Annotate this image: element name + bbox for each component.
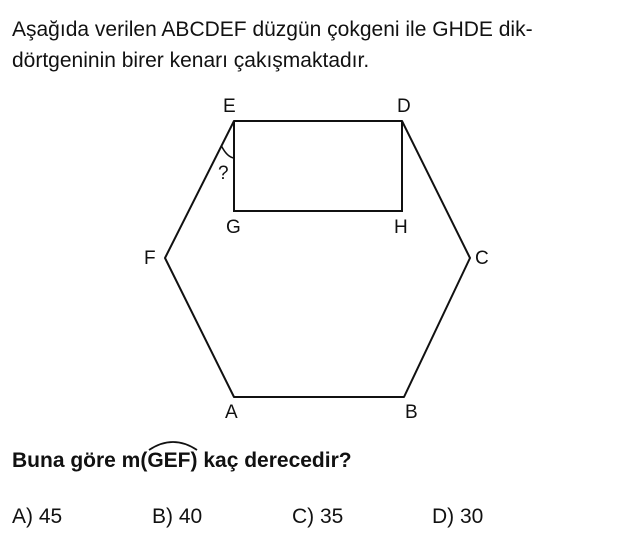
- unknown-angle-mark: ?: [218, 163, 229, 184]
- problem-line-2: dörtgeninin birer kenarı çakışmaktadır.: [12, 49, 370, 72]
- label-b: B: [405, 402, 418, 423]
- label-d: D: [397, 96, 411, 117]
- question-text: [12, 449, 352, 473]
- question-suffix: ) kaç derecedir?: [190, 449, 352, 472]
- label-e: E: [223, 96, 236, 117]
- choice-c[interactable]: C) 35: [292, 505, 344, 528]
- choice-b[interactable]: B) 40: [152, 505, 203, 528]
- label-a: A: [225, 402, 238, 423]
- problem-line-1: Aşağıda verilen ABCDEF düzgün çokgeni ile GHDE dik-: [12, 18, 533, 41]
- question-prefix: Buna göre m(: [12, 449, 148, 472]
- choice-d[interactable]: D) 30: [432, 505, 484, 528]
- angle-name: [147, 449, 190, 473]
- choice-a[interactable]: A) 45: [12, 505, 63, 528]
- label-h: H: [394, 217, 408, 238]
- rectangle-ghde: [234, 121, 402, 211]
- angle-arc-gef: [222, 146, 235, 158]
- hexagon-abcdef: [165, 121, 470, 397]
- label-g: G: [226, 217, 241, 238]
- angle-hat-icon: [147, 438, 199, 452]
- label-c: C: [475, 248, 489, 269]
- angle-letters: GEF: [147, 449, 191, 472]
- label-f: F: [144, 248, 156, 269]
